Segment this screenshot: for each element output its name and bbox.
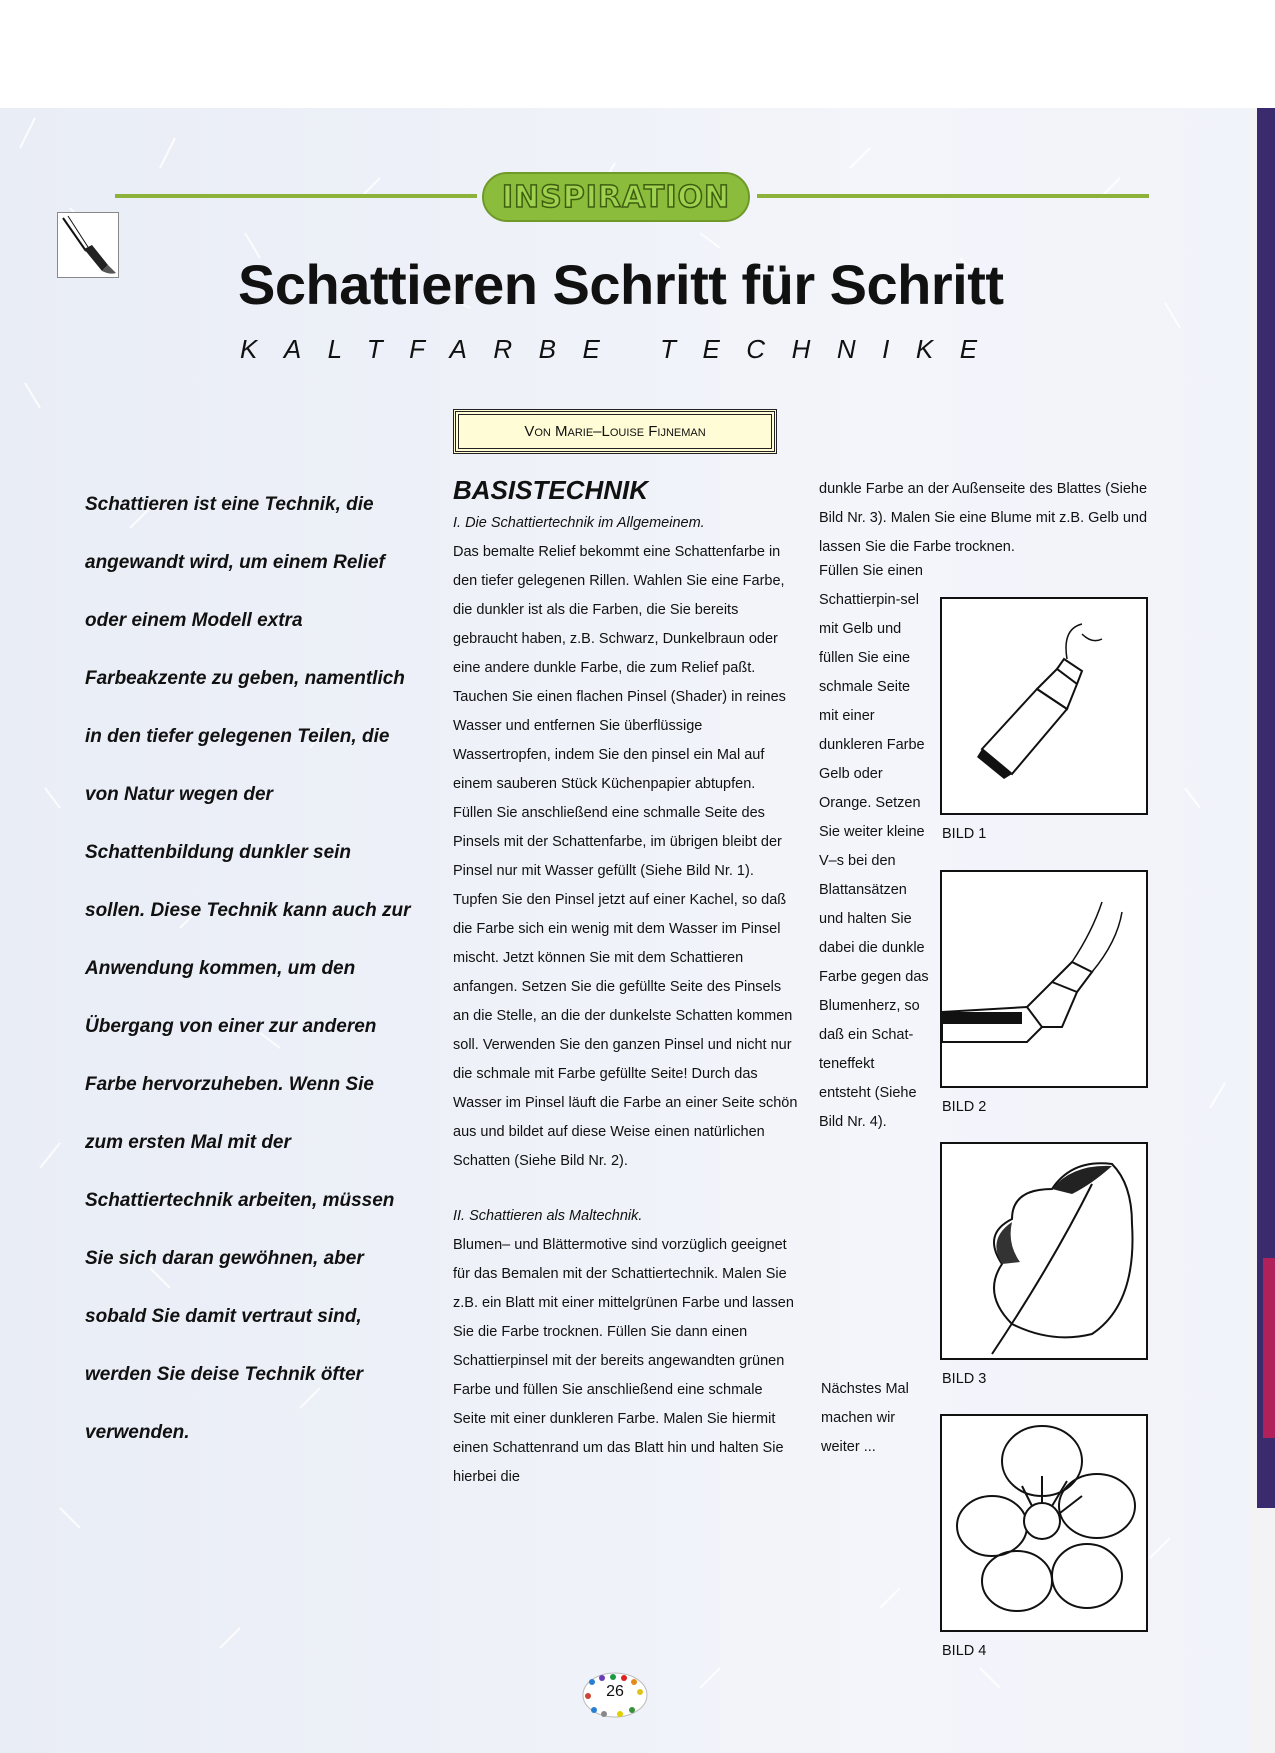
section2-title: II. Schattieren als Maltechnik. (453, 1208, 643, 1224)
header-rule-left (115, 194, 477, 198)
page-number: 26 (606, 1683, 624, 1700)
article-column-3-narrow (819, 557, 929, 1137)
page-number-palette (580, 1670, 650, 1720)
next-time-note: Nächstes Mal machen wir weiter ... (821, 1381, 909, 1455)
page-subtitle: KALTFARBE TECHNIKE (240, 334, 1004, 364)
section1-text: Das bemalte Relief bekommt eine Schattenfarbe in den tiefer gelegenen Rillen. Wahlen Sie eine Farbe, die dunkler ist als die Farben, die Sie bereits gebraucht haben, z.B. Schwarz, Dunkelbraun oder eine andere dunkle Farbe, die zum Relief paßt. Tauchen Sie einen flachen Pinsel (Shader) in reines Wasser und entfernen Sie überflüssige Wassertropfen, indem Sie den pinsel ein Mal auf einem sauberen Stück Küchenpapier abtupfen. Füllen Sie anschließend eine schmalle Seite des Pinsels mit der Schattenfarbe, im übrigen bleibt der Pinsel nur mit Wasser gefüllt (Siehe Bild Nr. 1). Tupfen Sie den Pinsel jetzt auf einer Kachel, so daß die Farbe sich ein wenig mit dem Wasser im Pinsel mischt. Jetzt können Sie mit dem Schattieren anfangen. Setzen Sie die gefüllte Seite des Pinsels an die Stelle, an die der dunkelste Schatten kommen soll. Verwenden Sie den ganzen Pinsel und nicht nur die schmale mit Farbe gefüllte Seite! Durch das Wasser im Pinsel läuft die Farbe an einer Seite schön aus und bildet auf diese Weise einen natürlichen Schatten (Siehe Bild Nr. 2). (453, 544, 798, 1169)
figure-1-caption: BILD 1 (942, 826, 987, 842)
section-heading: BASISTECHNIK (453, 475, 649, 505)
article-column-2 (453, 475, 798, 1492)
article-column-3 (819, 475, 1149, 562)
figure-1 (940, 597, 1148, 815)
figure-4-caption: BILD 4 (942, 1643, 987, 1659)
figure-3 (940, 1142, 1148, 1360)
figure-2 (940, 870, 1148, 1088)
author-box: Von Marie–Louise Fijneman (453, 409, 777, 454)
col3-text: dunkle Farbe an der Außenseite des Blattes (Siehe Bild Nr. 3). Malen Sie eine Blume mit z.B. Gelb und lassen Sie die Farbe trocknen. (819, 481, 1148, 555)
figure-2-caption: BILD 2 (942, 1099, 987, 1115)
inspiration-banner: INSPIRATION (482, 172, 750, 222)
section1-title: I. Die Schattiertechnik im Allgemeinem. (453, 515, 705, 531)
section2-text: Blumen– und Blättermotive sind vorzüglich geeignet für das Bemalen mit der Schattiertechnik. Malen Sie z.B. ein Blatt mit einer mittelgrünen Farbe und lassen Sie die Farbe trocknen. Füllen Sie dann einen Schattierpinsel mit der bereits angewandten grünen Farbe und füllen Sie anschließend eine schmale Seite mit einer dunkleren Farbe. Malen Sie hiermit einen Schattenrand um das Blatt hin und halten Sie hierbei die (453, 1237, 794, 1485)
page-title: Schattieren Schritt für Schritt (238, 253, 1004, 316)
figure-4 (940, 1414, 1148, 1632)
col3-narrow-text: Füllen Sie einen Schattierpin-sel mit Gelb und füllen Sie eine schmale Seite mit einer dunkleren Farbe Gelb oder Orange. Setzen Sie weiter kleine V–s bei den Blattansätzen und halten Sie dabei die dunkle Farbe gegen das Blumenherz, so daß ein Schat-teneffekt entsteht (Siehe Bild Nr. 4). (819, 563, 929, 1130)
header-rule-right (757, 194, 1149, 198)
page-edge (1250, 108, 1275, 1753)
figure-3-caption: BILD 3 (942, 1371, 987, 1387)
intro-text: Schattieren ist eine Technik, die angewandt wird, um einem Relief oder einem Modell extra Farbeakzente zu geben, namentlich in den tiefer gelegenen Teilen, die von Natur wegen der Schattenbildung dunkler sein sollen. Diese Technik kann auch zur Anwendung kommen, um den Übergang von einer zur anderen Farbe hervorzuheben. Wenn Sie zum ersten Mal mit der Schattiertechnik arbeiten, müssen Sie sich daran gewöhnen, aber sobald Sie damit vertraut sind, werden Sie deise Technik öfter verwenden. (85, 494, 411, 1443)
brush-icon (57, 212, 119, 278)
